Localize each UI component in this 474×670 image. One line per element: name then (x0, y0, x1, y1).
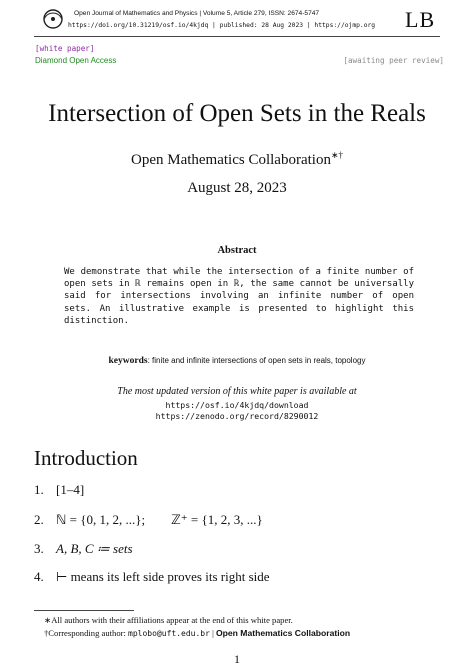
osf-link[interactable]: https://osf.io/4kjdq/download (165, 400, 309, 410)
keywords-text: : finite and infinite intersections of open sets in reals, topology (147, 356, 366, 365)
paper-type-tag: [white paper] (35, 44, 95, 53)
list-item-number: 2. (34, 512, 44, 527)
footnote-rule (34, 610, 134, 611)
list-item (34, 541, 133, 557)
review-status-tag: [awaiting peer review] (343, 56, 444, 65)
footnote-prefix: †Corresponding author: (44, 628, 129, 638)
journal-info: Open Journal of Mathematics and Physics | Volume 5, Article 279, ISSN: 2674-5747 (74, 10, 320, 17)
open-access-tag: Diamond Open Access (35, 56, 117, 65)
list-item-text: ℕ = {0, 1, 2, ...}; ℤ⁺ = {1, 2, 3, ...} (56, 512, 263, 527)
section-heading: Introduction (34, 446, 138, 470)
doi-line[interactable]: https://doi.org/10.31219/osf.io/4kjdq | published: 28 Aug 2023 | https://ojmp.org (68, 22, 376, 29)
abstract-heading: Abstract (217, 245, 257, 256)
list-item (34, 569, 270, 585)
abstract-body: We demonstrate that while the intersection of a finite number of open sets in ℝ remains open in ℝ, the same cannot be universally said for intersections involving an infinite number of open sets. An illustrative example is presented to highlight this distinction. (64, 267, 414, 326)
author-name: Open Mathematics Collaboration (131, 152, 331, 168)
footnote-separator: | (209, 628, 216, 638)
list-item-number: 1. (34, 482, 44, 497)
keywords-line (0, 356, 474, 366)
page-number: 1 (234, 652, 240, 666)
list-item-number: 4. (34, 569, 44, 584)
paper-title: Intersection of Open Sets in the Reals (48, 100, 426, 127)
lb-logo: LB (405, 7, 436, 32)
footnote-corresponding (44, 628, 350, 638)
header-rule (34, 36, 440, 37)
author-email-link[interactable]: mplobo@uft.edu.br (128, 629, 210, 638)
zenodo-link[interactable]: https://zenodo.org/record/8290012 (155, 411, 319, 421)
list-item-number: 3. (34, 541, 44, 556)
list-item (34, 512, 263, 528)
list-item-text: A, B, C ≔ sets (56, 541, 133, 556)
author-line (0, 150, 474, 169)
keywords-label: keywords (108, 356, 148, 366)
footnote-authors: ∗All authors with their affiliations appear at the end of this white paper. (44, 615, 293, 625)
list-item-text: ⊢ means its left side proves its right side (56, 569, 270, 584)
list-item-text[interactable]: [1–4] (56, 482, 85, 497)
publication-date: August 28, 2023 (187, 180, 287, 196)
availability-note: The most updated version of this white paper is available at (117, 386, 357, 397)
author-footnote-marks: ∗† (330, 150, 343, 160)
collaboration-name: Open Mathematics Collaboration (215, 628, 351, 638)
journal-logo-icon (40, 8, 66, 30)
list-item (34, 482, 84, 498)
